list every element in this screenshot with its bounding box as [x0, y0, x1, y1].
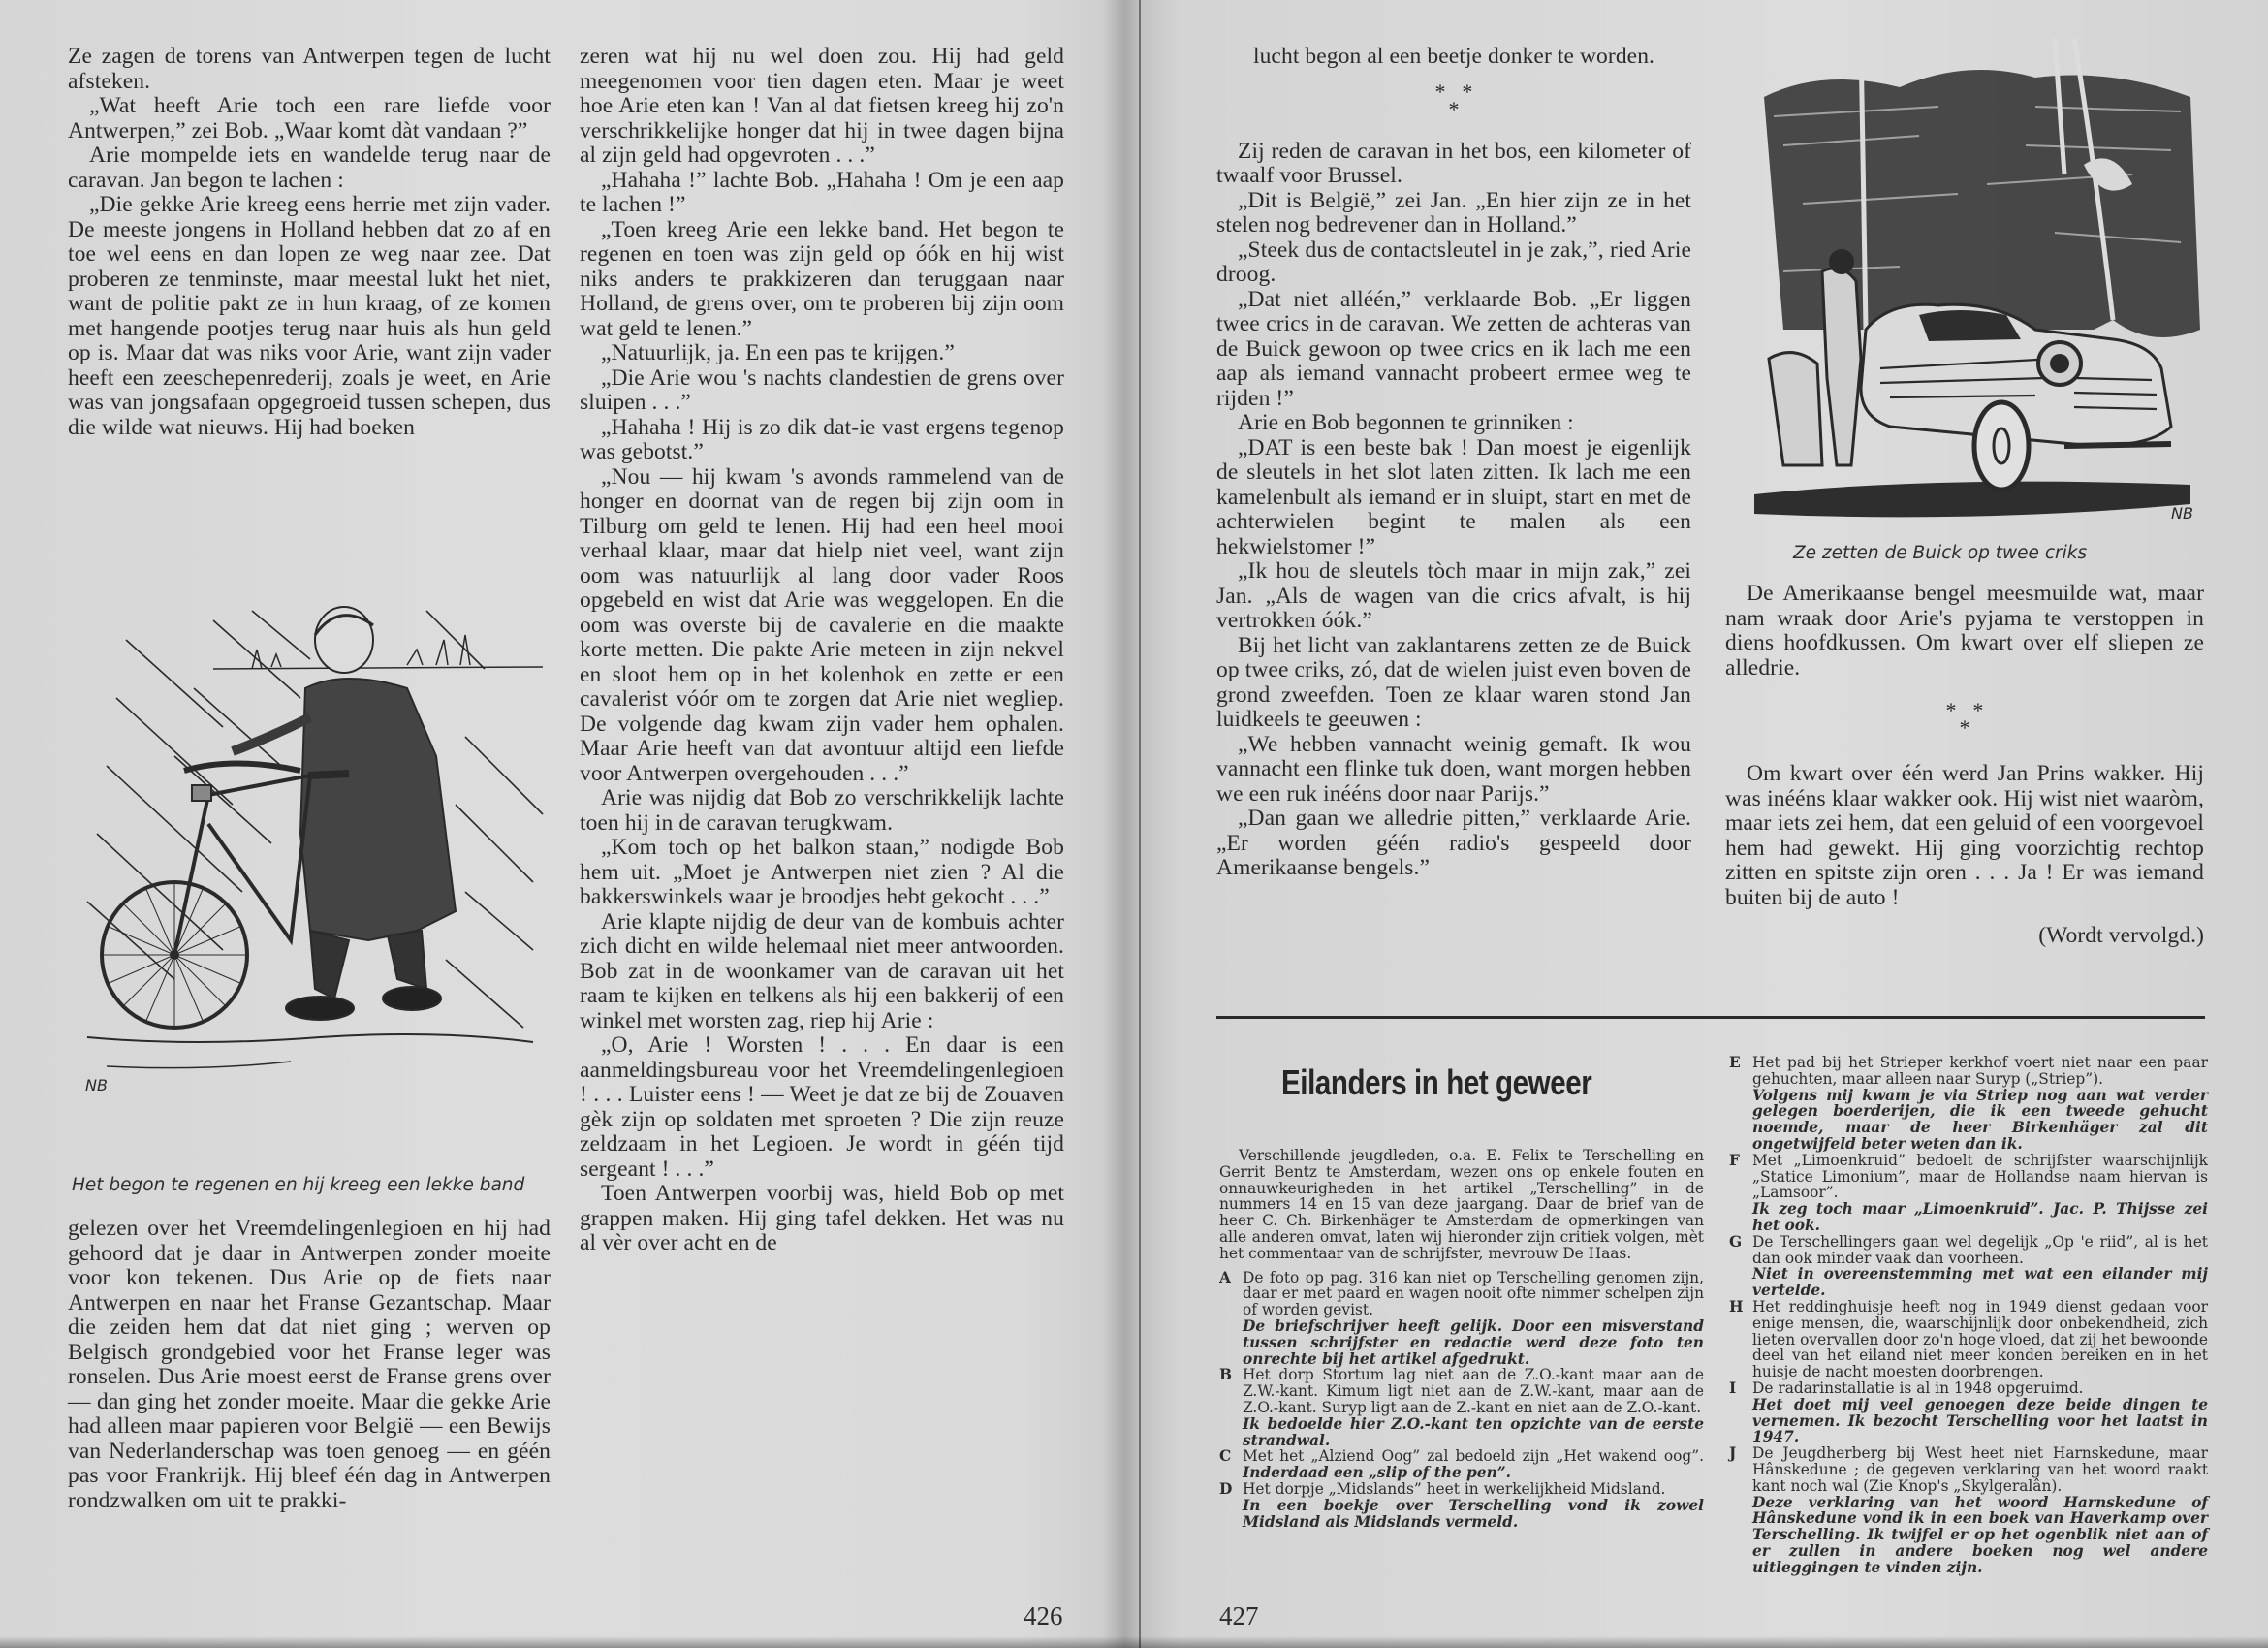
- paragraph: Bij het licht van zaklantarens zetten ze de Buick op twee criks, zó, dat de wielen juist even boven de grond zweefden. Toen ze klaar waren stond Jan luidkeels te geeuwen :: [1216, 632, 1691, 732]
- section-divider-rule: [1216, 1016, 2205, 1019]
- correction-item: B Het dorp Stortum lag niet aan de Z.O.-kant maar aan de Z.W.-kant. Kimum ligt niet aan de Z.W.-kant, maar aan de Z.O.-kant. Suryp ligt aan de Z.-kant en niet aan de Z.O.-kant. Ik bedoelde hier Z.O.-kant ten opzichte van de eerste strandwal.: [1219, 1366, 1704, 1449]
- paragraph: Arie en Bob begonnen te grinniken :: [1238, 410, 1574, 435]
- paragraph: lucht begon al een beetje donker te worden.: [1252, 44, 1655, 69]
- to-be-continued: (Wordt vervolgd.): [2038, 923, 2204, 948]
- paragraph: „Die gekke Arie kreeg eens herrie met zijn vader. De meeste jongens in Holland hebben dat zo af en toe wel eens en dan lopen ze weg naar zee. Dat proberen ze tenminste, maar meestal lukt het niet, want de politie pakt ze in hun kraag, of ze komen met hangende pootjes terug naar huis als hun geld op is. Maar dat was niks voor Arie, want zijn vader heeft een zeeschepenrederij, zoals je weet, en Arie was van jongsafaan opgegroeid tussen schepen, dus die wilde wat nieuws. Hij had boeken: [68, 192, 551, 440]
- buick-forest-drawing: [1745, 39, 2210, 538]
- paragraph: „Steek dus de contactsleutel in je zak,”, ried Arie droog.: [1216, 237, 1691, 287]
- correction-item: F Met „Limoenkruid” bedoelt de schrijfster waarschijnlijk „Statice Limonium”, maar de Hollandse naam hiervan is „Lamsoor”. Ik zeg toch maar „Limoenkruid”. Jac. P. Thijsse zei het ook.: [1729, 1151, 2208, 1234]
- paragraph: „Hahaha ! Hij is zo dik dat-ie vast ergens tegenop was gebotst.”: [580, 414, 1064, 464]
- illustration-buick-on-jacks: [1745, 39, 2210, 538]
- article-intro: Verschillende jeugdleden, o.a. E. Felix te Terschelling en Gerrit Bentz te Amsterdam, wezen ons op enkele fouten en onnauwkeurigheden in het artikel „Terschelling” in de nummers 14 en 15 van deze jaargang. Daar de brief van de heer C. Ch. Birkenhäger te Amsterdam de opmerkingen van alle anderen omvat, laten wij hieronder zijn critiek volgen, mèt het commentaar van de schrijfster, mevrouw De Haas.: [1219, 1147, 1704, 1262]
- book-gutter: [1139, 0, 1141, 1648]
- paragraph: Toen Antwerpen voorbij was, hield Bob op met grappen maken. Hij ging tafel dekken. Het was nu al vèr over acht en de: [580, 1181, 1064, 1255]
- caption-illustration-1: Het begon te regenen en hij kreeg een lekke band: [72, 1175, 525, 1195]
- article-column-right: [1729, 1055, 2208, 1576]
- paragraph: „O, Arie ! Worsten ! . . . En daar is een aanmeldingsbureau voor het Vreemdelingenlegioen ! . . . Luister eens ! — Weet je dat ze bij de Zouaven gèk zijn op soldaten met sproeten ? Die zijn reuze zeldzaam in het Legioen. Je wordt in géén tijd sergeant ! . . .”: [580, 1032, 1064, 1182]
- paragraph: zeren wat hij nu wel doen zou. Hij had geld meegenomen voor tien dagen eten. Maar je weet hoe Arie eten kan ! Van al dat fietsen kreeg hij zo'n verschrikkelijke honger dat hij in twee dagen bijna al zijn geld had opgevroten . . .”: [580, 44, 1064, 168]
- paragraph: Om kwart over één werd Jan Prins wakker. Hij was inééns klaar wakker ook. Hij wist niet waaròm, maar iets zei hem, dat een geluid of een voorgevoel hem had gewekt. Hij ging voorzichtig rechtop zitten en spitste zijn oren . . . Ja ! Er was iemand buiten bij de auto !: [1725, 761, 2204, 910]
- artist-signature: NB: [2171, 504, 2193, 523]
- page-bottom-shadow: [0, 1636, 2268, 1648]
- paragraph: „We hebben vannacht weinig gemaft. Ik wou vannacht een flinke tuk doen, want morgen hebben we een ruk inééns door naar Parijs.”: [1216, 731, 1691, 807]
- correction-item: H Het reddinghuisje heeft nog in 1949 dienst gedaan voor enige mensen, die, waarschijnlijk door onbekendheid, zich lieten overvallen door zo'n hoge vloed, dat zij het bewoonde deel van het eiland niet meer konden bereiken en in het huisje de nacht moesten doorbrengen.: [1729, 1297, 2208, 1381]
- left-page-column-2: [580, 45, 1064, 1256]
- correction-item: G De Terschellingers gaan wel degelijk „Op 'e riid”, al is het dan ook minder vaak dan voorheen. Niet in overeenstemming met wat een eilander mij vertelde.: [1729, 1232, 2208, 1300]
- left-page-column-1-bottom: [68, 1217, 551, 1513]
- paragraph: Zij reden de caravan in het bos, een kilometer of twaalf voor Brussel.: [1216, 138, 1691, 188]
- paragraph: „Natuurlijk, ja. En een pas te krijgen.”: [601, 340, 955, 365]
- paragraph: „Nou — hij kwam 's avonds rammelend van de honger en doornat van de regen bij zijn oom in Tilburg om geld te lenen. Hij had een heel mooi verhaal klaar, maar dat hielp niet veel, want zijn oom was natuurlijk al lang door vader Roos opgebeld en wist dat Arie was weggelopen. En die oom was overste bij de cavalerie en die maakte korte metten. Die pakte Arie meteen in zijn nekvel en sloot hem op in het kolenhok en zette er een cavalerist vóór om te zorgen dat Arie niet wegliep. De volgende dag kwam zijn vader hem ophalen. Maar Arie heeft van dat avontuur altijd een liefde voor Antwerpen overgehouden . . .”: [580, 463, 1064, 786]
- correction-item: C Met het „Alziend Oog” zal bedoeld zijn „Het wakend oog”. Inderdaad een „slip of the pen”.: [1219, 1447, 1704, 1482]
- bicycle-rain-drawing: [78, 582, 562, 1154]
- paragraph: Arie was nijdig dat Bob zo verschrikkelijk lachte toen hij in de caravan terugkwam.: [580, 785, 1064, 836]
- paragraph: „Dit is België,” zei Jan. „En hier zijn ze in het stelen nog bedrevener dan in Holland.”: [1216, 187, 1691, 238]
- artist-signature: NB: [85, 1076, 108, 1094]
- page-number-right: 427: [1219, 1601, 1259, 1631]
- right-page-column-1: [1216, 45, 1691, 881]
- correction-item: J De Jeugdherberg bij West heet niet Harnskedune, maar Hânskedune ; de gegeven verklaring van het woord raakt kant noch wal (Zie Knop's „Skylgeralân). Deze verklaring van het woord Harnskedune of Hânskedune vond ik in een boek van Haverkamp over Terschelling. Ik twijfel er op het ogenblik niet aan of er zullen in andere boeken nog wel andere uitleggingen te vinden zijn.: [1729, 1444, 2208, 1576]
- right-page-column-2: [1725, 582, 2204, 949]
- paragraph: „Die Arie wou 's nachts clandestien de grens over sluipen . . .”: [580, 364, 1064, 415]
- correction-item: I De radarinstallatie is al in 1948 opgeruimd. Het doet mij veel genoegen deze beide dingen te vernemen. Ik bezocht Terschelling voor het laatst in 1947.: [1729, 1379, 2208, 1446]
- paragraph: „Ik hou de sleutels tòch maar in mijn zak,” zei Jan. „Als de wagen van die crics afvalt, is hij vertrokken óók.”: [1216, 558, 1691, 633]
- paragraph: „Wat heeft Arie toch een rare liefde voor Antwerpen,” zei Bob. „Waar komt dàt vandaan ?”: [68, 93, 551, 143]
- paragraph: „Toen kreeg Arie een lekke band. Het begon te regenen en toen was zijn geld op óók en hij wist niks anders te prakkizeren dan teruggaan naar Holland, de grens over, om te proberen bij zijn oom wat geld te lenen.”: [580, 216, 1064, 341]
- paragraph: Arie klapte nijdig de deur van de kombuis achter zich dicht en wilde helemaal niet meer antwoorden. Bob zat in de woonkamer van de caravan uit het raam te kijken en telkens als hij een bakkerij of een winkel met worsten zag, riep hij Arie :: [580, 908, 1064, 1033]
- correction-item: A De foto op pag. 316 kan niet op Terschelling genomen zijn, daar er met paard en wagen nooit ofte nimmer schelpen zijn of worden gevist. De briefschrijver heeft gelijk. Door een misverstand tussen schrijfster en redactie werd deze foto ten onrechte bij het artikel afgedrukt.: [1219, 1268, 1704, 1368]
- paragraph: gelezen over het Vreemdelingenlegioen en hij had gehoord dat je daar in Antwerpen zonder moeite voor kon tekenen. Dus Arie op de fiets naar Antwerpen en naar het Franse Gezantschap. Maar die zeiden hem dat dat niet ging ; werven op Belgisch grondgebied voor het Franse leger was ronselen. Dus Arie moest eerst de Franse grens over — dan ging het zonder moeite. Maar die gekke Arie had alleen maar papieren voor België — een Bewijs van Nederlanderschap was toen genoeg — en géén pas voor Frankrijk. Hij bleef één dag in Antwerpen rondzwalken om uit te prakki-: [68, 1216, 551, 1513]
- correction-item: D Het dorpje „Midslands” heet in werkelijkheid Midsland. In een boekje over Terschelling vond ik zowel Midsland als Midslands vermeld.: [1219, 1479, 1704, 1531]
- paragraph: „Dat niet alléén,” verklaarde Bob. „Er liggen twee crics in de caravan. We zetten de achteras van de Buick gewoon op twee crics en ik lach me een aap als iemand vannacht probeert ermee weg te rijden !”: [1216, 286, 1691, 411]
- paragraph: „Kom toch op het balkon staan,” nodigde Bob hem uit. „Moet je Antwerpen niet zien ? Al die bakkerswinkels waar je broodjes hebt gekocht . . .”: [580, 835, 1064, 909]
- paragraph: „Dan gaan we alledrie pitten,” verklaarde Arie. „Er worden géén radio's gespeeld door Amerikaanse bengels.”: [1216, 806, 1691, 880]
- caption-illustration-2: Ze zetten de Buick op twee criks: [1793, 543, 2088, 563]
- section-break: * * *: [1945, 698, 1984, 740]
- article-title: Eilanders in het geweer: [1281, 1062, 1592, 1102]
- illustration-boy-with-bicycle: [78, 582, 562, 1154]
- correction-item: E Het pad bij het Strieper kerkhof voert niet naar een paar gehuchten, maar alleen naar Suryp („Striep”). Volgens mij kwam je via Striep nog aan wat verder gelegen boerderijen, die ik een tweede gehucht noemde, maar de heer Birkenhäger zal dit ongetwijfeld beter weten dan ik.: [1729, 1054, 2208, 1153]
- article-column-left: [1219, 1148, 1704, 1530]
- paragraph: „Hahaha !” lachte Bob. „Hahaha ! Om je een aap te lachen !”: [580, 167, 1064, 217]
- left-page-column-1-top: [68, 45, 551, 440]
- paragraph: Arie mompelde iets en wandelde terug naar de caravan. Jan begon te lachen :: [68, 143, 551, 193]
- paragraph: Ze zagen de torens van Antwerpen tegen de lucht afsteken.: [68, 44, 551, 94]
- paragraph: De Amerikaanse bengel meesmuilde wat, maar nam wraak door Arie's pyjama te verstoppen in diens hoofdkussen. Om kwart over elf sliepen ze alledrie.: [1725, 581, 2204, 681]
- page-number-left: 426: [1024, 1601, 1063, 1631]
- section-break: * * *: [1434, 79, 1473, 121]
- paragraph: „DAT is een beste bak ! Dan moest je eigenlijk de sleutels in het slot laten zitten. Ik lach me een kamelenbult als iemand er in sluipt, start en met de achterwielen begint te malen als een hekwielstomer !”: [1216, 434, 1691, 559]
